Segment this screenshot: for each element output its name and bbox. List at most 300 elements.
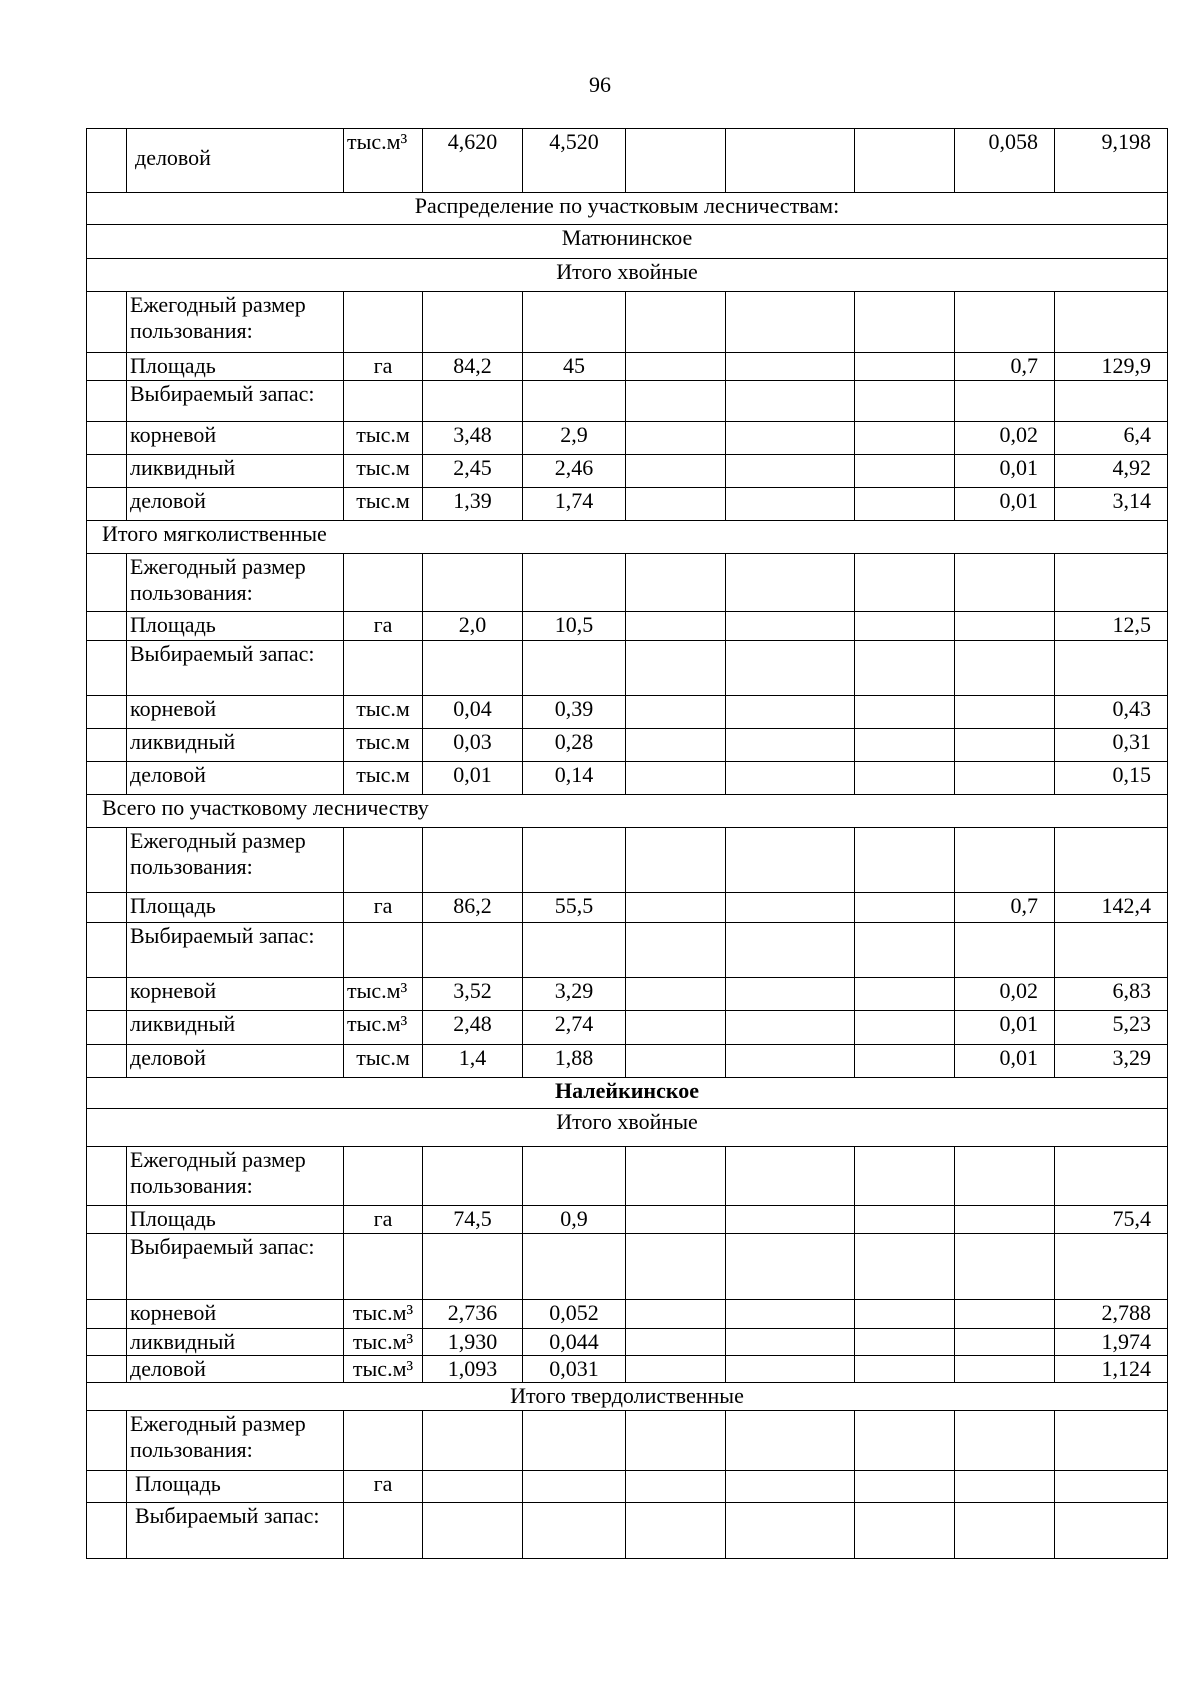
value-cell-c3: [626, 455, 726, 488]
table-row: [87, 1011, 1168, 1045]
value-cell-c1: [423, 292, 523, 353]
row-marker-cell: [87, 1206, 127, 1234]
table-row: [87, 129, 1168, 193]
row-label: Ежегодный размер пользования:: [127, 292, 344, 353]
table-row: [87, 1147, 1168, 1206]
table-row: [87, 422, 1168, 455]
value-cell-c2: 2,74: [523, 1011, 626, 1045]
value-cell-c2: [523, 292, 626, 353]
value-cell-c3: [626, 641, 726, 696]
value-cell-c5: [855, 1147, 955, 1206]
row-label: деловой: [127, 762, 344, 795]
value-cell-c7: 3,29: [1055, 1045, 1168, 1078]
value-cell-c4: [726, 893, 855, 923]
value-cell-c6: [955, 1356, 1055, 1383]
value-cell-c5: [855, 292, 955, 353]
value-cell-c4: [726, 1471, 855, 1503]
value-cell-c3: [626, 1356, 726, 1383]
value-cell-c1: 2,0: [423, 612, 523, 641]
row-label: ликвидный: [127, 455, 344, 488]
value-cell-c2: 0,044: [523, 1329, 626, 1356]
value-cell-c7: [1055, 923, 1168, 978]
value-cell-c6: 0,01: [955, 1011, 1055, 1045]
value-cell-c3: [626, 554, 726, 612]
row-label: деловой: [127, 1045, 344, 1078]
value-cell-c5: [855, 1300, 955, 1329]
row-label: Выбираемый запас:: [127, 1234, 344, 1300]
value-cell-c4: [726, 696, 855, 729]
value-cell-c3: [626, 1471, 726, 1503]
value-cell-c4: [726, 455, 855, 488]
row-marker-cell: [87, 1147, 127, 1206]
value-cell-c4: [726, 1206, 855, 1234]
row-label: ликвидный: [127, 1329, 344, 1356]
value-cell-c2: [523, 641, 626, 696]
value-cell-c5: [855, 923, 955, 978]
value-cell-c4: [726, 1045, 855, 1078]
page-number: 96: [589, 72, 611, 97]
unit-cell: тыс.м: [344, 1045, 423, 1078]
value-cell-c7: 0,15: [1055, 762, 1168, 795]
table-row: [87, 923, 1168, 978]
table-row: [87, 1329, 1168, 1356]
value-cell-c6: [955, 1329, 1055, 1356]
value-cell-c2: 3,29: [523, 978, 626, 1011]
value-cell-c2: [523, 923, 626, 978]
value-cell-c5: [855, 978, 955, 1011]
unit-cell: [344, 554, 423, 612]
unit-cell: тыс.м³: [344, 1356, 423, 1383]
value-cell-c3: [626, 1147, 726, 1206]
value-cell-c5: [855, 612, 955, 641]
value-cell-c2: [523, 1234, 626, 1300]
value-cell-c2: 2,9: [523, 422, 626, 455]
table-row: [87, 762, 1168, 795]
unit-cell: тыс.м: [344, 762, 423, 795]
row-label: Выбираемый запас:: [127, 641, 344, 696]
table-row: [87, 455, 1168, 488]
row-label: Ежегодный размер пользования:: [127, 554, 344, 612]
value-cell-c1: [423, 1471, 523, 1503]
value-cell-c7: [1055, 1471, 1168, 1503]
value-cell-c6: [955, 612, 1055, 641]
unit-cell: га: [344, 893, 423, 923]
value-cell-c2: 2,46: [523, 455, 626, 488]
value-cell-c3: [626, 1011, 726, 1045]
unit-cell: [344, 923, 423, 978]
value-cell-c7: 12,5: [1055, 612, 1168, 641]
value-cell-c6: 0,02: [955, 422, 1055, 455]
unit-cell: га: [344, 1471, 423, 1503]
value-cell-c4: [726, 1356, 855, 1383]
value-cell-c4: [726, 612, 855, 641]
value-cell-c5: [855, 1411, 955, 1471]
value-cell-c2: 45: [523, 353, 626, 381]
row-label: Ежегодный размер пользования:: [127, 1147, 344, 1206]
value-cell-c1: 1,093: [423, 1356, 523, 1383]
value-cell-c6: 0,02: [955, 978, 1055, 1011]
value-cell-c4: [726, 1503, 855, 1559]
section-title: Итого твердолиственные: [87, 1383, 1168, 1411]
section-title: Итого хвойные: [87, 1109, 1168, 1147]
value-cell-c1: 0,04: [423, 696, 523, 729]
table-row: [87, 353, 1168, 381]
row-marker-cell: [87, 292, 127, 353]
row-marker-cell: [87, 1300, 127, 1329]
value-cell-c2: [523, 828, 626, 893]
value-cell-c4: [726, 353, 855, 381]
table-row: [87, 381, 1168, 422]
row-label: Площадь: [127, 353, 344, 381]
value-cell-c4: [726, 381, 855, 422]
table-row: [87, 893, 1168, 923]
value-cell-c7: [1055, 1411, 1168, 1471]
value-cell-c5: [855, 1011, 955, 1045]
row-marker-cell: [87, 422, 127, 455]
value-cell-c7: 2,788: [1055, 1300, 1168, 1329]
value-cell-c2: [523, 381, 626, 422]
forest-use-table: [86, 128, 1168, 1559]
value-cell-c7: [1055, 292, 1168, 353]
value-cell-c6: 0,01: [955, 455, 1055, 488]
row-marker-cell: [87, 1045, 127, 1078]
table-row: [87, 641, 1168, 696]
value-cell-c3: [626, 488, 726, 521]
row-marker-cell: [87, 488, 127, 521]
value-cell-c6: [955, 1147, 1055, 1206]
value-cell-c3: [626, 923, 726, 978]
value-cell-c7: [1055, 1503, 1168, 1559]
value-cell-c5: [855, 129, 955, 193]
value-cell-c5: [855, 381, 955, 422]
value-cell-c2: 0,28: [523, 729, 626, 762]
value-cell-c7: 6,83: [1055, 978, 1168, 1011]
value-cell-c2: 0,14: [523, 762, 626, 795]
value-cell-c4: [726, 1329, 855, 1356]
value-cell-c5: [855, 762, 955, 795]
value-cell-c1: 0,01: [423, 762, 523, 795]
value-cell-c6: [955, 1234, 1055, 1300]
value-cell-c4: [726, 422, 855, 455]
table-row: [87, 292, 1168, 353]
row-label: ликвидный: [127, 729, 344, 762]
value-cell-c3: [626, 1300, 726, 1329]
value-cell-c6: 0,7: [955, 353, 1055, 381]
value-cell-c3: [626, 828, 726, 893]
value-cell-c7: [1055, 381, 1168, 422]
row-marker-cell: [87, 762, 127, 795]
value-cell-c1: [423, 381, 523, 422]
row-label: ликвидный: [127, 1011, 344, 1045]
value-cell-c3: [626, 893, 726, 923]
table-row: [87, 978, 1168, 1011]
value-cell-c3: [626, 1329, 726, 1356]
value-cell-c2: 0,031: [523, 1356, 626, 1383]
value-cell-c4: [726, 488, 855, 521]
value-cell-c7: 1,124: [1055, 1356, 1168, 1383]
value-cell-c1: 4,620: [423, 129, 523, 193]
value-cell-c1: 1,930: [423, 1329, 523, 1356]
value-cell-c1: 1,39: [423, 488, 523, 521]
table-row: [87, 1356, 1168, 1383]
section-title: Матюнинское: [87, 225, 1168, 259]
value-cell-c1: 84,2: [423, 353, 523, 381]
unit-cell: [344, 1411, 423, 1471]
value-cell-c7: 129,9: [1055, 353, 1168, 381]
value-cell-c5: [855, 1234, 955, 1300]
row-label: корневой: [127, 696, 344, 729]
value-cell-c2: [523, 1147, 626, 1206]
table-row: [87, 1503, 1168, 1559]
table-row: [87, 612, 1168, 641]
unit-cell: [344, 828, 423, 893]
value-cell-c3: [626, 1503, 726, 1559]
row-marker-cell: [87, 353, 127, 381]
value-cell-c6: [955, 641, 1055, 696]
unit-cell: [344, 1503, 423, 1559]
value-cell-c5: [855, 1356, 955, 1383]
row-label: Площадь: [127, 1206, 344, 1234]
unit-cell: тыс.м: [344, 455, 423, 488]
row-label: Выбираемый запас:: [127, 923, 344, 978]
value-cell-c6: [955, 696, 1055, 729]
value-cell-c5: [855, 554, 955, 612]
value-cell-c1: 0,03: [423, 729, 523, 762]
value-cell-c6: [955, 1411, 1055, 1471]
unit-cell: [344, 292, 423, 353]
value-cell-c6: [955, 554, 1055, 612]
value-cell-c4: [726, 129, 855, 193]
unit-cell: [344, 381, 423, 422]
value-cell-c1: 3,48: [423, 422, 523, 455]
value-cell-c7: [1055, 554, 1168, 612]
row-label: Выбираемый запас:: [127, 1503, 344, 1559]
value-cell-c5: [855, 455, 955, 488]
value-cell-c1: 2,736: [423, 1300, 523, 1329]
value-cell-c5: [855, 729, 955, 762]
table-row: [87, 1045, 1168, 1078]
row-marker-cell: [87, 696, 127, 729]
value-cell-c3: [626, 1206, 726, 1234]
value-cell-c7: [1055, 1147, 1168, 1206]
value-cell-c4: [726, 1234, 855, 1300]
value-cell-c4: [726, 1011, 855, 1045]
row-marker-cell: [87, 1234, 127, 1300]
value-cell-c5: [855, 696, 955, 729]
value-cell-c4: [726, 554, 855, 612]
value-cell-c5: [855, 488, 955, 521]
value-cell-c6: 0,01: [955, 1045, 1055, 1078]
value-cell-c7: 0,31: [1055, 729, 1168, 762]
unit-cell: га: [344, 353, 423, 381]
row-marker-cell: [87, 828, 127, 893]
row-marker-cell: [87, 729, 127, 762]
value-cell-c5: [855, 641, 955, 696]
section-row: [87, 1078, 1168, 1109]
row-label: Ежегодный размер пользования:: [127, 1411, 344, 1471]
table-row: [87, 554, 1168, 612]
row-marker-cell: [87, 554, 127, 612]
value-cell-c6: [955, 762, 1055, 795]
value-cell-c1: 74,5: [423, 1206, 523, 1234]
value-cell-c1: 2,48: [423, 1011, 523, 1045]
value-cell-c4: [726, 923, 855, 978]
table-row: [87, 488, 1168, 521]
row-label: деловой: [127, 1356, 344, 1383]
value-cell-c7: 4,92: [1055, 455, 1168, 488]
table-row: [87, 828, 1168, 893]
value-cell-c2: 1,88: [523, 1045, 626, 1078]
row-label: деловой: [127, 488, 344, 521]
value-cell-c3: [626, 762, 726, 795]
value-cell-c7: 1,974: [1055, 1329, 1168, 1356]
row-label: Площадь: [127, 893, 344, 923]
row-label: Ежегодный размер пользования:: [127, 828, 344, 893]
table-row: [87, 1234, 1168, 1300]
value-cell-c2: 10,5: [523, 612, 626, 641]
value-cell-c3: [626, 129, 726, 193]
table-row: [87, 1206, 1168, 1234]
section-title: Налейкинское: [87, 1078, 1168, 1109]
value-cell-c6: 0,058: [955, 129, 1055, 193]
value-cell-c5: [855, 353, 955, 381]
row-marker-cell: [87, 1011, 127, 1045]
row-marker-cell: [87, 455, 127, 488]
row-marker-cell: [87, 641, 127, 696]
row-marker-cell: [87, 381, 127, 422]
value-cell-c4: [726, 1411, 855, 1471]
row-label: деловой: [127, 129, 344, 193]
value-cell-c1: [423, 1234, 523, 1300]
value-cell-c2: [523, 1471, 626, 1503]
section-row: [87, 225, 1168, 259]
value-cell-c6: [955, 1300, 1055, 1329]
value-cell-c3: [626, 696, 726, 729]
row-label: Выбираемый запас:: [127, 381, 344, 422]
value-cell-c7: 5,23: [1055, 1011, 1168, 1045]
section-title: Итого мягколиственные: [87, 521, 1168, 554]
value-cell-c2: 1,74: [523, 488, 626, 521]
value-cell-c7: 142,4: [1055, 893, 1168, 923]
unit-cell: тыс.м: [344, 696, 423, 729]
value-cell-c7: [1055, 828, 1168, 893]
value-cell-c6: [955, 292, 1055, 353]
row-marker-cell: [87, 1329, 127, 1356]
table-row: [87, 1411, 1168, 1471]
table-row: [87, 1300, 1168, 1329]
section-row: [87, 1109, 1168, 1147]
value-cell-c6: [955, 381, 1055, 422]
value-cell-c7: 3,14: [1055, 488, 1168, 521]
value-cell-c2: [523, 554, 626, 612]
value-cell-c1: [423, 1503, 523, 1559]
value-cell-c6: [955, 1503, 1055, 1559]
value-cell-c7: 0,43: [1055, 696, 1168, 729]
value-cell-c1: [423, 923, 523, 978]
value-cell-c3: [626, 1234, 726, 1300]
table-body: [87, 129, 1168, 1559]
row-label: корневой: [127, 978, 344, 1011]
value-cell-c6: [955, 1471, 1055, 1503]
value-cell-c3: [626, 381, 726, 422]
value-cell-c7: 9,198: [1055, 129, 1168, 193]
value-cell-c5: [855, 1503, 955, 1559]
value-cell-c1: 86,2: [423, 893, 523, 923]
value-cell-c6: 0,7: [955, 893, 1055, 923]
value-cell-c7: 75,4: [1055, 1206, 1168, 1234]
value-cell-c4: [726, 762, 855, 795]
section-row: [87, 259, 1168, 292]
row-marker-cell: [87, 1471, 127, 1503]
value-cell-c6: 0,01: [955, 488, 1055, 521]
row-label: Площадь: [127, 1471, 344, 1503]
value-cell-c7: 6,4: [1055, 422, 1168, 455]
value-cell-c2: [523, 1411, 626, 1471]
unit-cell: тыс.м³: [344, 129, 423, 193]
value-cell-c5: [855, 1045, 955, 1078]
value-cell-c2: 0,39: [523, 696, 626, 729]
unit-cell: тыс.м: [344, 488, 423, 521]
value-cell-c6: [955, 923, 1055, 978]
value-cell-c5: [855, 893, 955, 923]
value-cell-c4: [726, 978, 855, 1011]
value-cell-c2: 55,5: [523, 893, 626, 923]
row-marker-cell: [87, 612, 127, 641]
row-marker-cell: [87, 1503, 127, 1559]
table-row: [87, 1471, 1168, 1503]
value-cell-c3: [626, 422, 726, 455]
row-label: Площадь: [127, 612, 344, 641]
unit-cell: [344, 641, 423, 696]
value-cell-c3: [626, 978, 726, 1011]
value-cell-c3: [626, 612, 726, 641]
value-cell-c1: [423, 828, 523, 893]
section-title: Всего по участковому лесничеству: [87, 795, 1168, 828]
value-cell-c1: [423, 641, 523, 696]
unit-cell: тыс.м³: [344, 1011, 423, 1045]
table-row: [87, 696, 1168, 729]
value-cell-c5: [855, 1206, 955, 1234]
section-row: [87, 795, 1168, 828]
value-cell-c3: [626, 1411, 726, 1471]
value-cell-c2: 4,520: [523, 129, 626, 193]
value-cell-c3: [626, 1045, 726, 1078]
section-row: [87, 521, 1168, 554]
value-cell-c3: [626, 353, 726, 381]
value-cell-c4: [726, 1147, 855, 1206]
value-cell-c5: [855, 1329, 955, 1356]
value-cell-c1: 2,45: [423, 455, 523, 488]
value-cell-c3: [626, 292, 726, 353]
value-cell-c6: [955, 1206, 1055, 1234]
row-label: корневой: [127, 1300, 344, 1329]
row-marker-cell: [87, 978, 127, 1011]
unit-cell: тыс.м: [344, 422, 423, 455]
unit-cell: тыс.м³: [344, 1300, 423, 1329]
value-cell-c3: [626, 729, 726, 762]
value-cell-c5: [855, 422, 955, 455]
unit-cell: тыс.м³: [344, 1329, 423, 1356]
section-title: Распределение по участковым лесничествам:: [87, 193, 1168, 225]
value-cell-c1: [423, 1411, 523, 1471]
value-cell-c1: 3,52: [423, 978, 523, 1011]
value-cell-c1: [423, 1147, 523, 1206]
unit-cell: га: [344, 1206, 423, 1234]
value-cell-c5: [855, 1471, 955, 1503]
unit-cell: тыс.м³: [344, 978, 423, 1011]
value-cell-c1: 1,4: [423, 1045, 523, 1078]
row-marker-cell: [87, 923, 127, 978]
